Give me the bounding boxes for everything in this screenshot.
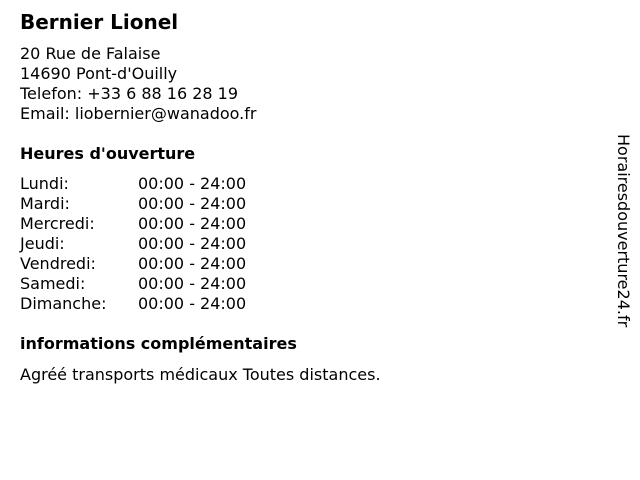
hours-row-dimanche bbox=[20, 294, 280, 314]
time-range: 00:00 - 24:00 bbox=[138, 274, 247, 293]
info-description: Agréé transports médicaux Toutes distances. bbox=[20, 365, 381, 384]
email-address: Email: liobernier@wanadoo.fr bbox=[20, 104, 257, 123]
site-watermark: Horairesdouverture24.fr bbox=[614, 134, 633, 328]
day-label: Samedi: bbox=[20, 274, 86, 293]
day-label: Vendredi: bbox=[20, 254, 96, 273]
time-range: 00:00 - 24:00 bbox=[138, 254, 247, 273]
phone-number: Telefon: +33 6 88 16 28 19 bbox=[20, 84, 239, 103]
street-address: 20 Rue de Falaise bbox=[20, 44, 161, 63]
hours-table bbox=[20, 174, 280, 314]
hours-row-mercredi bbox=[20, 214, 280, 234]
time-range: 00:00 - 24:00 bbox=[138, 214, 247, 233]
time-range: 00:00 - 24:00 bbox=[138, 174, 247, 193]
day-label: Lundi: bbox=[20, 174, 69, 193]
hours-row-mardi bbox=[20, 194, 280, 214]
time-range: 00:00 - 24:00 bbox=[138, 234, 247, 253]
time-range: 00:00 - 24:00 bbox=[138, 194, 247, 213]
hours-row-samedi bbox=[20, 274, 280, 294]
hours-heading: Heures d'ouverture bbox=[20, 144, 196, 163]
contact-block bbox=[20, 44, 256, 124]
day-label: Mardi: bbox=[20, 194, 70, 213]
hours-row-jeudi bbox=[20, 234, 280, 254]
hours-row-vendredi bbox=[20, 254, 280, 274]
hours-row-lundi bbox=[20, 174, 280, 194]
city-postal: 14690 Pont-d'Ouilly bbox=[20, 64, 178, 83]
business-name: Bernier Lionel bbox=[20, 10, 179, 34]
time-range: 00:00 - 24:00 bbox=[138, 294, 247, 313]
day-label: Mercredi: bbox=[20, 214, 95, 233]
day-label: Dimanche: bbox=[20, 294, 107, 313]
day-label: Jeudi: bbox=[20, 234, 65, 253]
info-heading: informations complémentaires bbox=[20, 334, 297, 353]
